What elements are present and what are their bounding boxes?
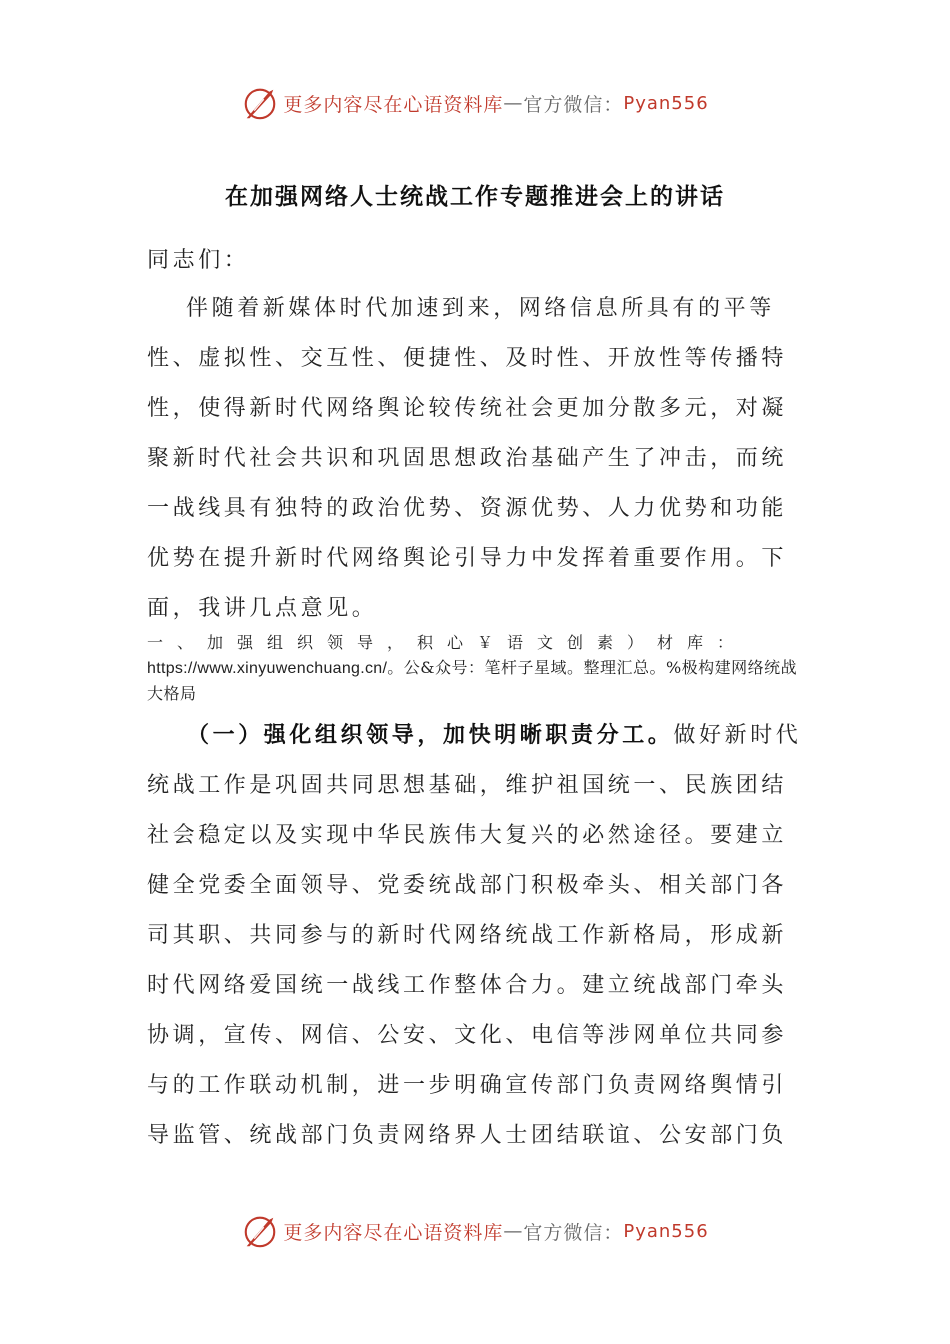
footer-wechat-label: 官方微信： xyxy=(523,1221,624,1244)
section-heading-1 xyxy=(147,630,807,706)
banner-wechat-label: 官方微信： xyxy=(523,93,624,116)
banner-wechat-id: Pyan556 xyxy=(623,92,709,114)
footer-brand-text: 更多内容尽在心语资料库 xyxy=(283,1221,504,1244)
subsection-body: 做好新时代统战工作是巩固共同思想基础，维护祖国统一、民族团结社会稳定以及实现中华民族伟大复兴的必然途径。要建立健全党委全面领导、党委统战部门积极牵头、相关部门各司其职、共同参与的新时代网络统战工作新格局，形成新时代网络爱国统一战线工作整体合力。建立统战部门牵头协调，宣传、网信、公安、文化、电信等涉网单位共同参与的工作联动机制，进一步明确宣传部门负责网络舆情引导监管、统战部门负责网络界人士团结联谊、公安部门负 xyxy=(147,723,802,1148)
banner-dash: — xyxy=(503,92,524,114)
salutation: 同志们： xyxy=(147,248,250,273)
quill-pen-logo-icon xyxy=(241,1212,279,1250)
subsection-heading: （一）强化组织领导，加快明晰职责分工。 xyxy=(187,722,674,748)
quill-pen-logo-icon xyxy=(241,84,279,122)
banner-brand-text: 更多内容尽在心语资料库 xyxy=(283,93,504,116)
paragraph-intro: 伴随着新媒体时代加速到来，网络信息所具有的平等性、虚拟性、交互性、便捷性、及时性、开放性等传播特性，使得新时代网络舆论较传统社会更加分散多元，对凝聚新时代社会共识和巩固思想政治基础产生了冲击，而统一战线具有独特的政治优势、资源优势、人力优势和功能优势在提升新时代网络舆论引导力中发挥着重要作用。下面，我讲几点意见。 xyxy=(147,296,788,621)
paragraph-subsection-1 xyxy=(147,710,812,1161)
document-title: 在加强网络人士统战工作专题推进会上的讲话 xyxy=(225,183,725,210)
footer-dash: — xyxy=(503,1220,524,1242)
section-heading-rest: 。公&众号：笔杆子星域。整理汇总。%极构建网络统战大格局 xyxy=(147,658,798,703)
footer-watermark-banner xyxy=(0,1212,950,1250)
section-heading-spaced: 一、加强组织领导，积心￥语文创素）材库： xyxy=(147,633,748,652)
footer-wechat-id: Pyan556 xyxy=(623,1220,709,1242)
header-watermark-banner xyxy=(0,84,950,122)
section-heading-url: https://www.xinyuwenchuang.cn/ xyxy=(147,660,388,677)
